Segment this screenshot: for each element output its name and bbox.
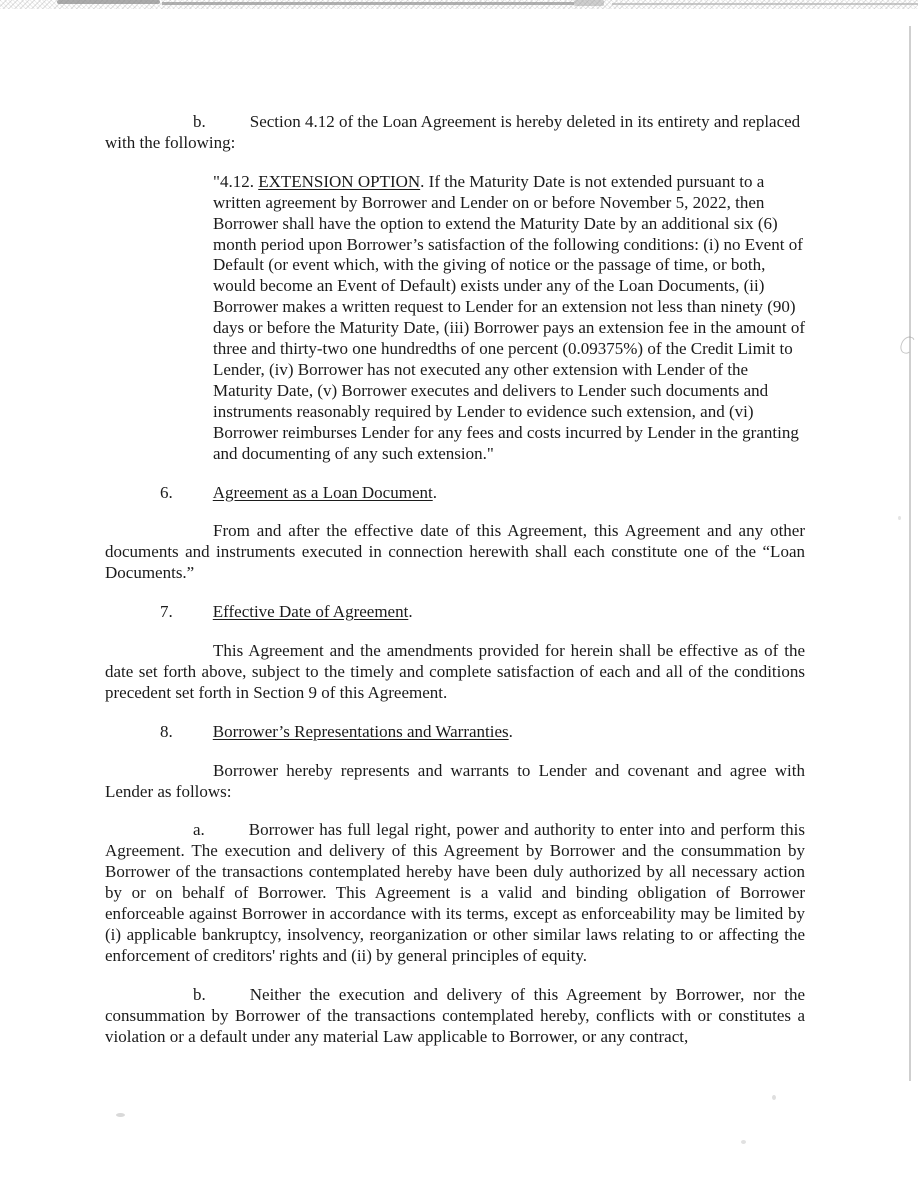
section-7-heading bbox=[105, 602, 805, 623]
paragraph-text: Section 4.12 of the Loan Agreement is hereby deleted in its entirety and replaced with the following: bbox=[105, 112, 801, 152]
document-body bbox=[105, 112, 805, 1048]
scan-speck bbox=[898, 516, 901, 520]
quoted-provision-4-12 bbox=[213, 172, 805, 465]
section-title: Effective Date of Agreement bbox=[212, 602, 409, 622]
section-title: Borrower’s Representations and Warranties bbox=[212, 721, 509, 741]
scan-noise-segment bbox=[574, 0, 604, 6]
paragraph-label: b. bbox=[193, 112, 206, 131]
section-8-intro: Borrower hereby represents and warrants to Lender and covenant and agree with Lender as follows: bbox=[105, 760, 805, 801]
paragraph-label: b. bbox=[193, 984, 206, 1004]
section-title: Agreement as a Loan Document bbox=[212, 482, 433, 502]
quote-heading-extension-option: EXTENSION OPTION bbox=[258, 171, 421, 191]
scan-speck bbox=[741, 1140, 746, 1144]
section-number: 8. bbox=[160, 721, 173, 741]
scan-noise-segment bbox=[612, 3, 918, 5]
quote-prefix: "4.12. bbox=[213, 171, 259, 191]
paragraph-intro-b bbox=[105, 112, 805, 154]
section-6-heading bbox=[105, 483, 805, 504]
scan-noise-segment bbox=[57, 0, 160, 4]
section-7-body: This Agreement and the amendments provided for herein shall be effective as of the date set forth above, subject to the timely and complete satisfaction of each and all of the conditions precedent set forth in Section 9 of this Agreement. bbox=[105, 641, 805, 702]
section-8-paragraph-b bbox=[105, 985, 805, 1048]
section-8-heading bbox=[105, 722, 805, 743]
scan-line-right-edge bbox=[909, 26, 911, 1081]
scan-noise-segment bbox=[162, 2, 574, 5]
section-title-period: . bbox=[408, 602, 413, 622]
section-title-period: . bbox=[432, 482, 437, 502]
scan-speck bbox=[116, 1113, 125, 1117]
section-number: 6. bbox=[160, 482, 173, 502]
scan-speck bbox=[772, 1095, 776, 1100]
paragraph-text: Neither the execution and delivery of this Agreement by Borrower, nor the consummation by Borrower of the transactions contemplated hereby, conflicts with or constitutes a violation or a default under any material Law applicable to Borrower, or any contract, bbox=[105, 984, 805, 1046]
paragraph-label: a. bbox=[193, 820, 205, 840]
section-8-paragraph-a bbox=[105, 820, 805, 966]
section-number: 7. bbox=[160, 602, 173, 622]
section-title-period: . bbox=[508, 721, 513, 741]
scan-squiggle-artifact bbox=[899, 334, 917, 355]
quote-body: . If the Maturity Date is not extended pursuant to a written agreement by Borrower and Lender on or before November 5, 2022, then Borrower shall have the option to extend the Maturity Date by an additional six (6) month period upon Borrower’s satisfaction of the following conditions: (i) no Event of Default (or event which, with the giving of notice or the passage of time, or both, would become an Event of Default) exists under any of the Loan Documents, (ii) Borrower makes a written request to Lender for an extension not less than ninety (90) days or before the Maturity Date, (iii) Borrower pays an extension fee in the amount of three and thirty-two one hundredths of one percent (0.09375%) of the Credit Limit to Lender, (iv) Borrower has not executed any other extension with Lender of the Maturity Date, (v) Borrower executes and delivers to Lender such documents and instruments reasonably required by Lender to evidence such extension, and (vi) Borrower reimburses Lender for any fees and costs incurred by Lender in the granting and documenting of any such extension." bbox=[213, 171, 805, 463]
paragraph-text: Borrower has full legal right, power and authority to enter into and perform this Agreement. The execution and delivery of this Agreement by Borrower and the consummation by Borrower of the transactions contemplated hereby have been duly authorized by all necessary action by or on behalf of Borrower. This Agreement is a valid and binding obligation of Borrower enforceable against Borrower in accordance with its terms, except as enforceability may be limited by (i) applicable bankruptcy, insolvency, reorganization or other similar laws relating to or affecting the enforcement of creditors' rights and (ii) by general principles of equity. bbox=[105, 820, 805, 965]
section-6-body: From and after the effective date of this Agreement, this Agreement and any other documents and instruments executed in connection herewith shall each constitute one of the “Loan Documents.” bbox=[105, 521, 805, 583]
